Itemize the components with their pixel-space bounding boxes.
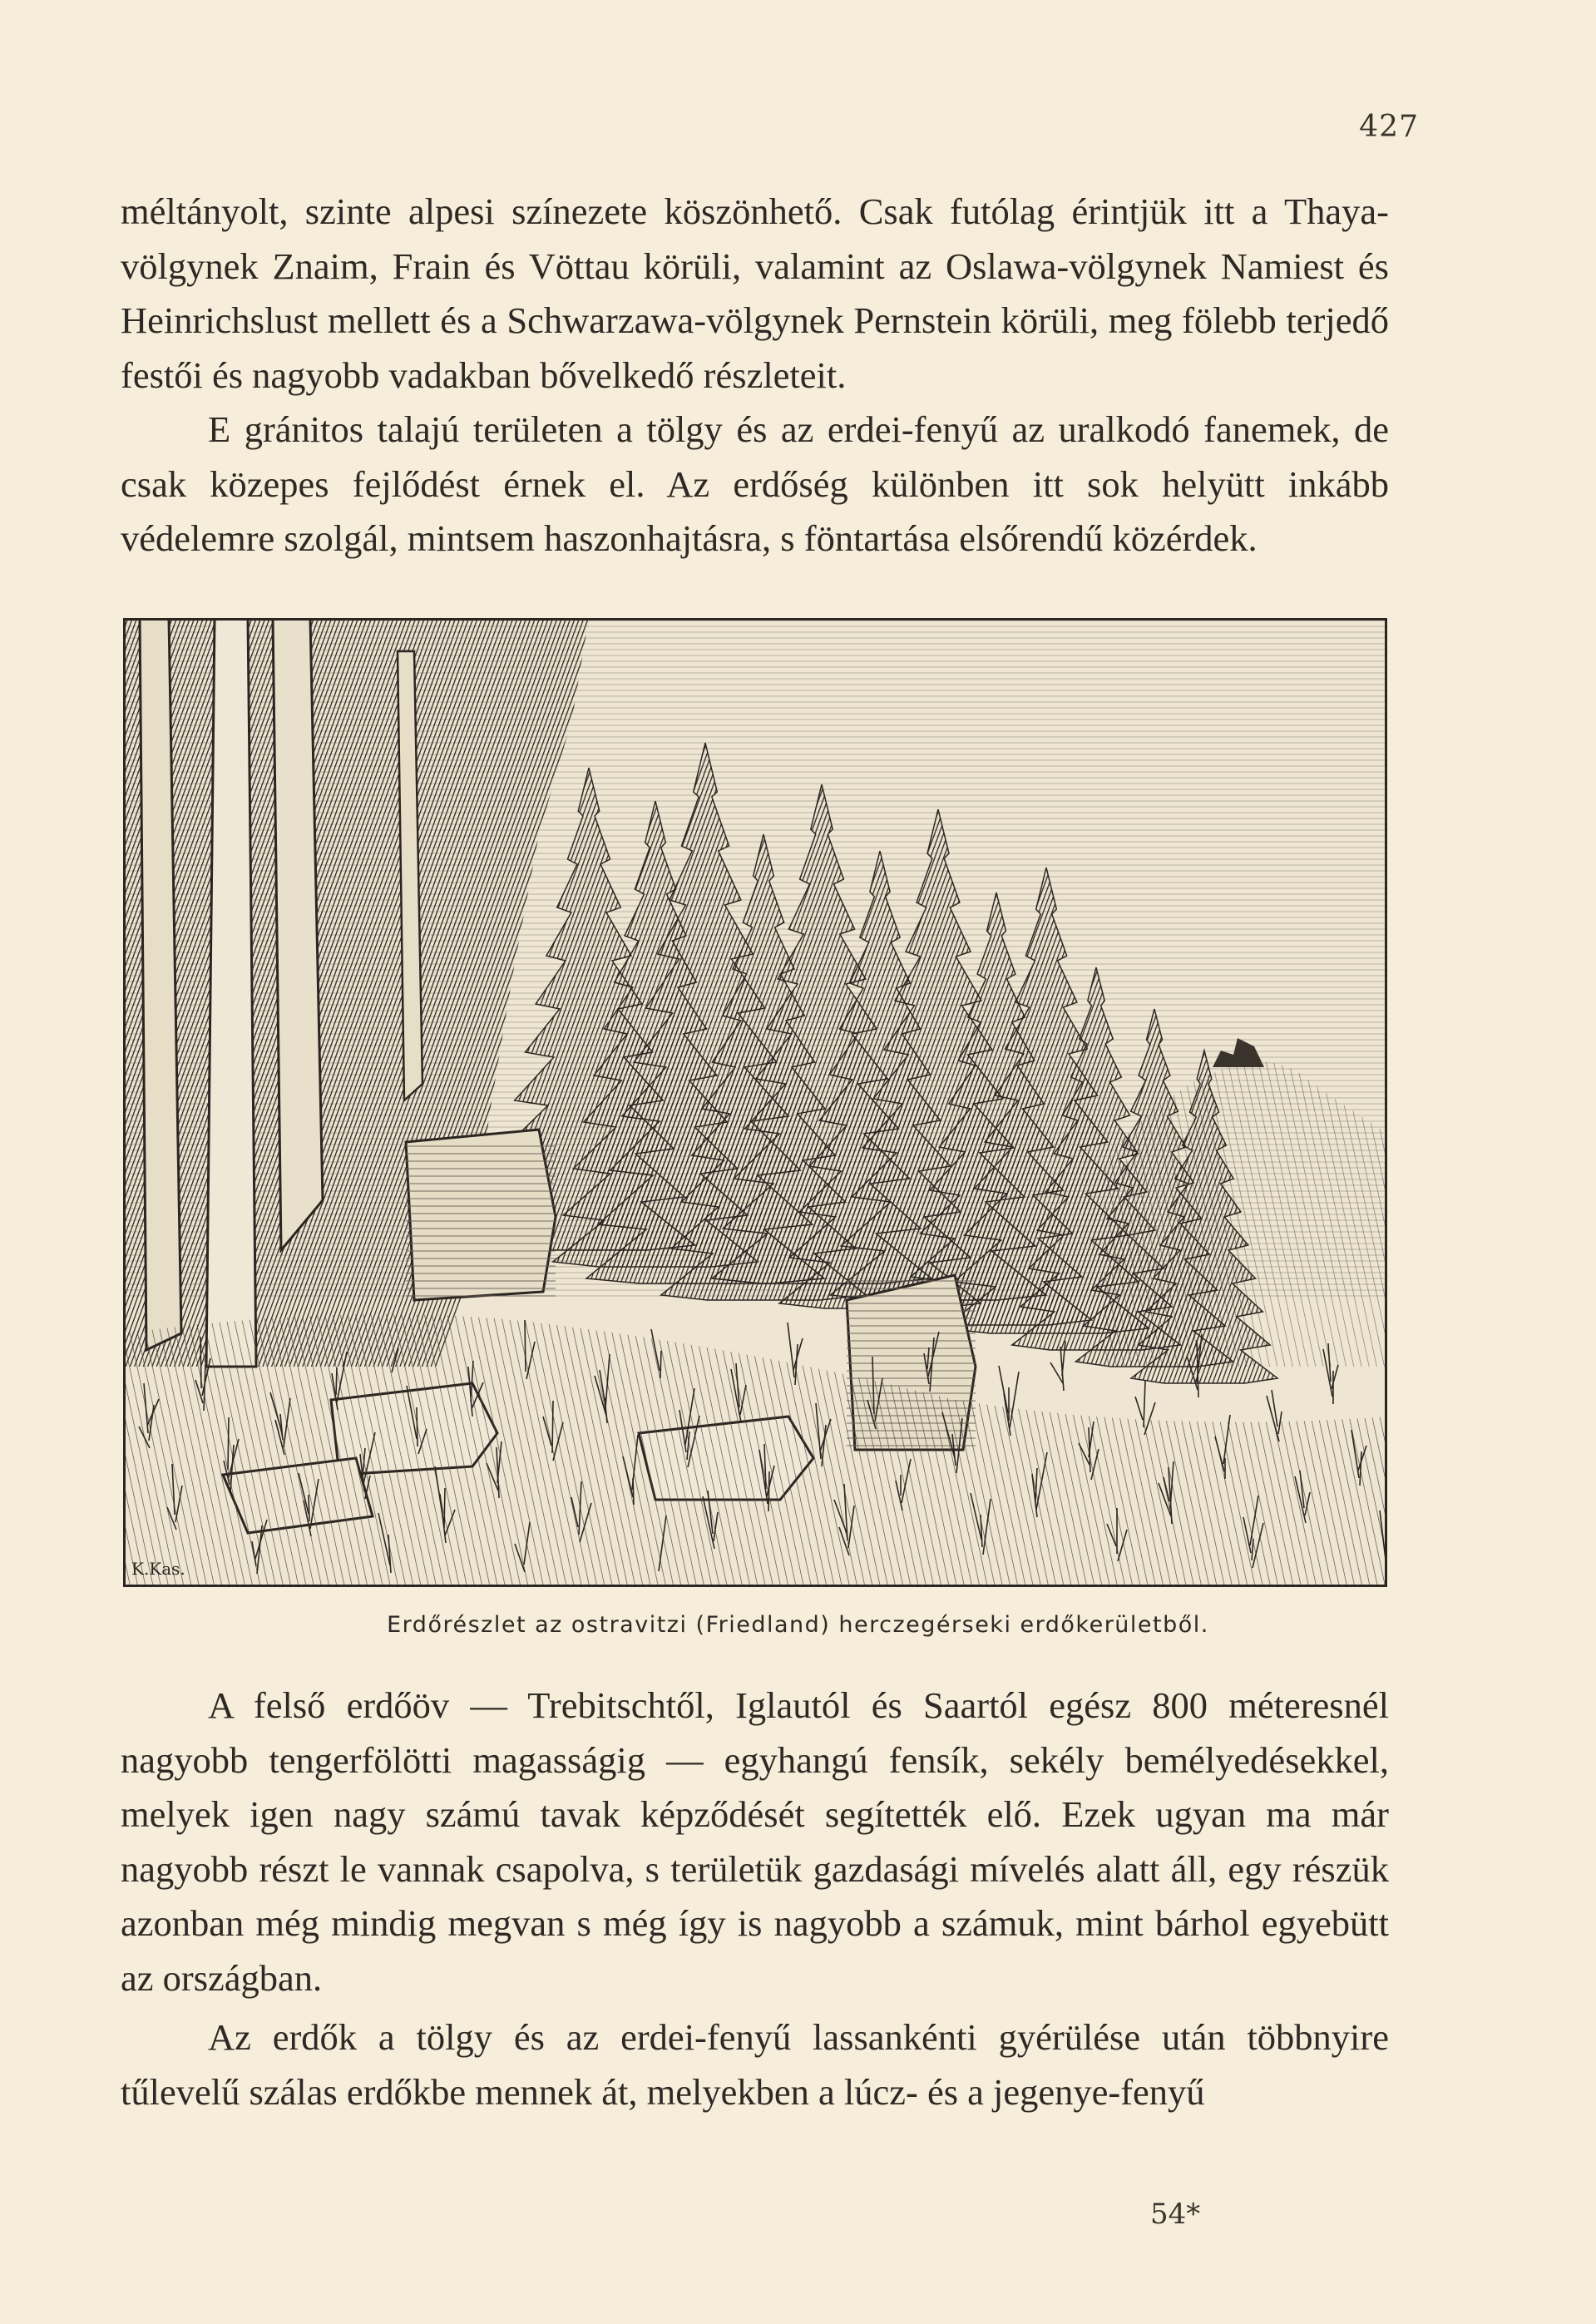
- grass-blade: [336, 1367, 337, 1395]
- forest-illustration: [123, 618, 1387, 1587]
- grass-blade: [525, 1320, 526, 1372]
- printer-signature-mark: 54*: [1150, 2198, 1201, 2231]
- grass-blade: [552, 1401, 553, 1453]
- paragraph: méltányolt, szinte alpesi színezete köszönhető. Csak futólag érintjük itt a Thaya-völgynek Znaim, Frain és Vöttau körüli, valamint az Oslawa-völgynek Namiest és Heinrichslust mellett és a Schwarzawa-völgynek Pernstein körüli, meg fölebb terjedő festői és nagyobb vadakban bővelkedő részleteit.: [121, 190, 1389, 396]
- grass-blade: [228, 1417, 229, 1470]
- grass-blade: [444, 1488, 445, 1528]
- artist-signature: K.Kas.: [131, 1559, 185, 1579]
- stone-wall-hatching: [406, 1142, 556, 1300]
- tree-trunk: [206, 618, 256, 1367]
- body-text-top: [121, 185, 1389, 566]
- grass-blade: [200, 1337, 201, 1388]
- grass-blade: [660, 1351, 661, 1378]
- paragraph: Az erdők a tölgy és az erdei-fenyű lassankénti gyérülése után többnyire tűlevelű szálas erdőkbe mennek át, melyekben a lúcz- és a jegenye-fenyű: [121, 2016, 1389, 2113]
- body-text-bottom: [121, 1679, 1389, 2119]
- page-number: 427: [1359, 110, 1419, 144]
- figure-caption: Erdőrészlet az ostravitzi (Friedland) herczegérseki erdőkerületből.: [387, 1612, 1209, 1638]
- paragraph: A felső erdőöv — Trebitschtől, Iglautól és Saartól egész 800 méteresnél nagyobb tengerfölötti magasságig — egyhangú fensík, sekély bemélyedésekkel, melyek igen nagy számú tavak képződését segítették elő. Ezek ugyan ma már nagyobb részt le vannak csapolva, s területük gazdasági mívelés alatt áll, egy részük azonban még mindig megvan s még így is nagyobb a számuk, mint bárhol egyebütt az országban.: [121, 1684, 1389, 1999]
- paragraph: E gránitos talajú területen a tölgy és az erdei-fenyű az uralkodó fanemek, de csak közepes fejlődést érnek el. Az erdőség különben itt sok helyütt inkább védelemre szolgál, mintsem haszonhajtásra, s föntartása elsőrendű közérdek.: [121, 408, 1389, 559]
- grass-blade: [417, 1407, 418, 1446]
